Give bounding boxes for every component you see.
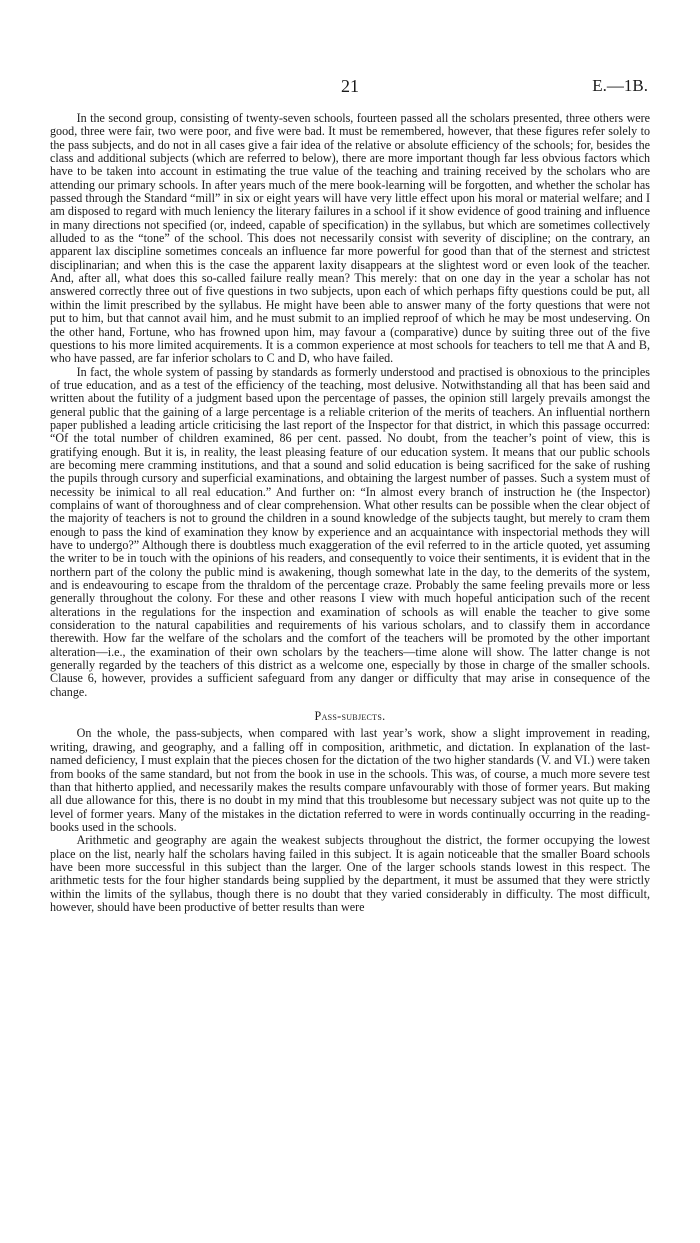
section-heading: Pass-subjects. <box>314 709 386 724</box>
paragraph: On the whole, the pass-subjects, when compared with last year’s work, show a slight improvement in reading, writing, drawing, and geography, and a falling off in composition, arithmetic, and dictation. In explanation of the last-named deficiency, I must explain that the pieces chosen for the dictation of the two higher standards (V. and VI.) were taken from books of the same standard, but not from the book in use in the schools. This was, of course, a much more severe test than that hitherto applied, and necessarily makes the results compare unfavourably with those of former years. But making all due allowance for this, there is no doubt in my mind that this troublesome but necessary subject was not quite up to the level of former years. Many of the mistakes in the dictation referred to were in words continually occurring in the reading-books used in the schools. <box>50 726 650 834</box>
paragraph: In the second group, consisting of twenty-seven schools, fourteen passed all the scholars presented, three others were good, three were fair, two were poor, and five were bad. It must be remembered, however, that these figures refer solely to the pass subjects, and do not in all cases give a fair idea of the relative or absolute efficiency of the schools; for, besides the class and additional subjects (which are referred to below), there are more important though far less obvious factors which have to be taken into account in estimating the true value of the teaching and training received by the scholars who are attending our primary schools. In after years much of the mere book-learning will be forgotten, and whether the scholar has passed through the Standard “mill” in six or eight years will have very little effect upon his moral or material welfare; and I am disposed to regard with much leniency the literary failures in a school if it show evidence of good training and influence in many directions not specified (or, indeed, capable of specification) in the syllabus, but which are sometimes collectively alluded to as the “tone” of the school. This does not necessarily consist with severity of discipline; on the contrary, an apparent lax discipline sometimes conceals an influence far more powerful for good than that of the sternest and strictest disciplinarian; and when this is the case the apparent laxity disappears at the slightest word or even look of the teacher. And, after all, what does this so-called failure really mean? This merely: that on one day in the year a scholar has not answered correctly three out of five questions in two subjects, upon each of which perhaps fifty questions could be put, all within the limit prescribed by the syllabus. He might have been able to answer many of the forty questions that were not put to him, but that cannot avail him, and he must submit to an implied reproof of which he may be most undeserving. On the other hand, Fortune, who has frowned upon him, may favour a (comparative) dunce by suiting three out of the five questions to his more limited acquirements. It is a common experience at most schools for teachers to tell me that A and B, who have passed, are far inferior scholars to C and D, who have failed. <box>50 111 650 366</box>
page-header <box>0 76 700 98</box>
document-reference: E.—1B. <box>592 76 648 95</box>
page-number: 21 <box>341 76 359 96</box>
body-text <box>50 112 650 914</box>
paragraph: In fact, the whole system of passing by standards as formerly understood and practised is obnoxious to the principles of true education, and as a test of the efficiency of the teaching, most delusive. Notwithstanding all that has been said and written about the futility of a judgment based upon the percentage of passes, the opinion still largely prevails amongst the general public that the gaining of a large percentage is a reliable criterion of the merits of teachers. An influential northern paper published a leading article criticising the last report of the Inspector for that district, in which this passage occurred: “Of the total number of children examined, 86 per cent. passed. No doubt, from the teacher’s point of view, this is gratifying enough. But it is, in reality, the least pleasing feature of our education system. It means that our public schools are becoming mere cramming institutions, and that a sound and solid education is being sacrificed for the sake of rushing the pupils through cursory and superficial examinations, and obtaining the largest number of passes. Such a system must of necessity be inimical to all real education.” And further on: “In almost every branch of instruction he (the Inspector) complains of want of thoroughness and of clear comprehension. What other results can be possible when the clear object of the majority of teachers is not to ground the children in a sound knowledge of the subjects taught, but merely to cram them enough to pass the kind of examination they know by experience and an acquaintance with inspectorial methods they will have to undergo?” Although there is doubtless much exaggeration of the evil referred to in the article quoted, yet assuming the writer to be in touch with the opinions of his readers, and consequently to voice their sentiments, it is evident that in the northern part of the colony the public mind is awakening, though somewhat late in the day, to the demerits of the system, and is endeavouring to escape from the thraldom of the percentage craze. Probably the same feeling prevails more or less generally throughout the colony. For these and other reasons I view with much hopeful anticipation such of the recent alterations in the regulations for the inspection and examination of schools as will enable the teacher to give some consideration to the natural capabilities and requirements of his various scholars, and to classify them in accordance therewith. How far the welfare of the scholars and the comfort of the teachers will be promoted by the other important alteration—i.e., the examination of their own scholars by the teachers—time alone will show. The latter change is not generally regarded by the teachers of this district as a welcome one, especially by those in charge of the smaller schools. Clause 6, however, provides a sufficient safeguard from any danger or difficulty that may arise in consequence of the change. <box>50 364 650 699</box>
paragraph: Arithmetic and geography are again the weakest subjects throughout the district, the former occupying the lowest place on the list, nearly half the scholars having failed in this subject. It is again noticeable that the smaller Board schools have been more successful in this subject than the larger. One of the larger schools stands lowest in this respect. The arithmetic tests for the four higher standards being supplied by the department, it must be assumed that they were strictly within the limits of the syllabus, though there is no doubt that they varied considerably in difficulty. The most difficult, however, should have been productive of better results than were <box>50 833 650 914</box>
